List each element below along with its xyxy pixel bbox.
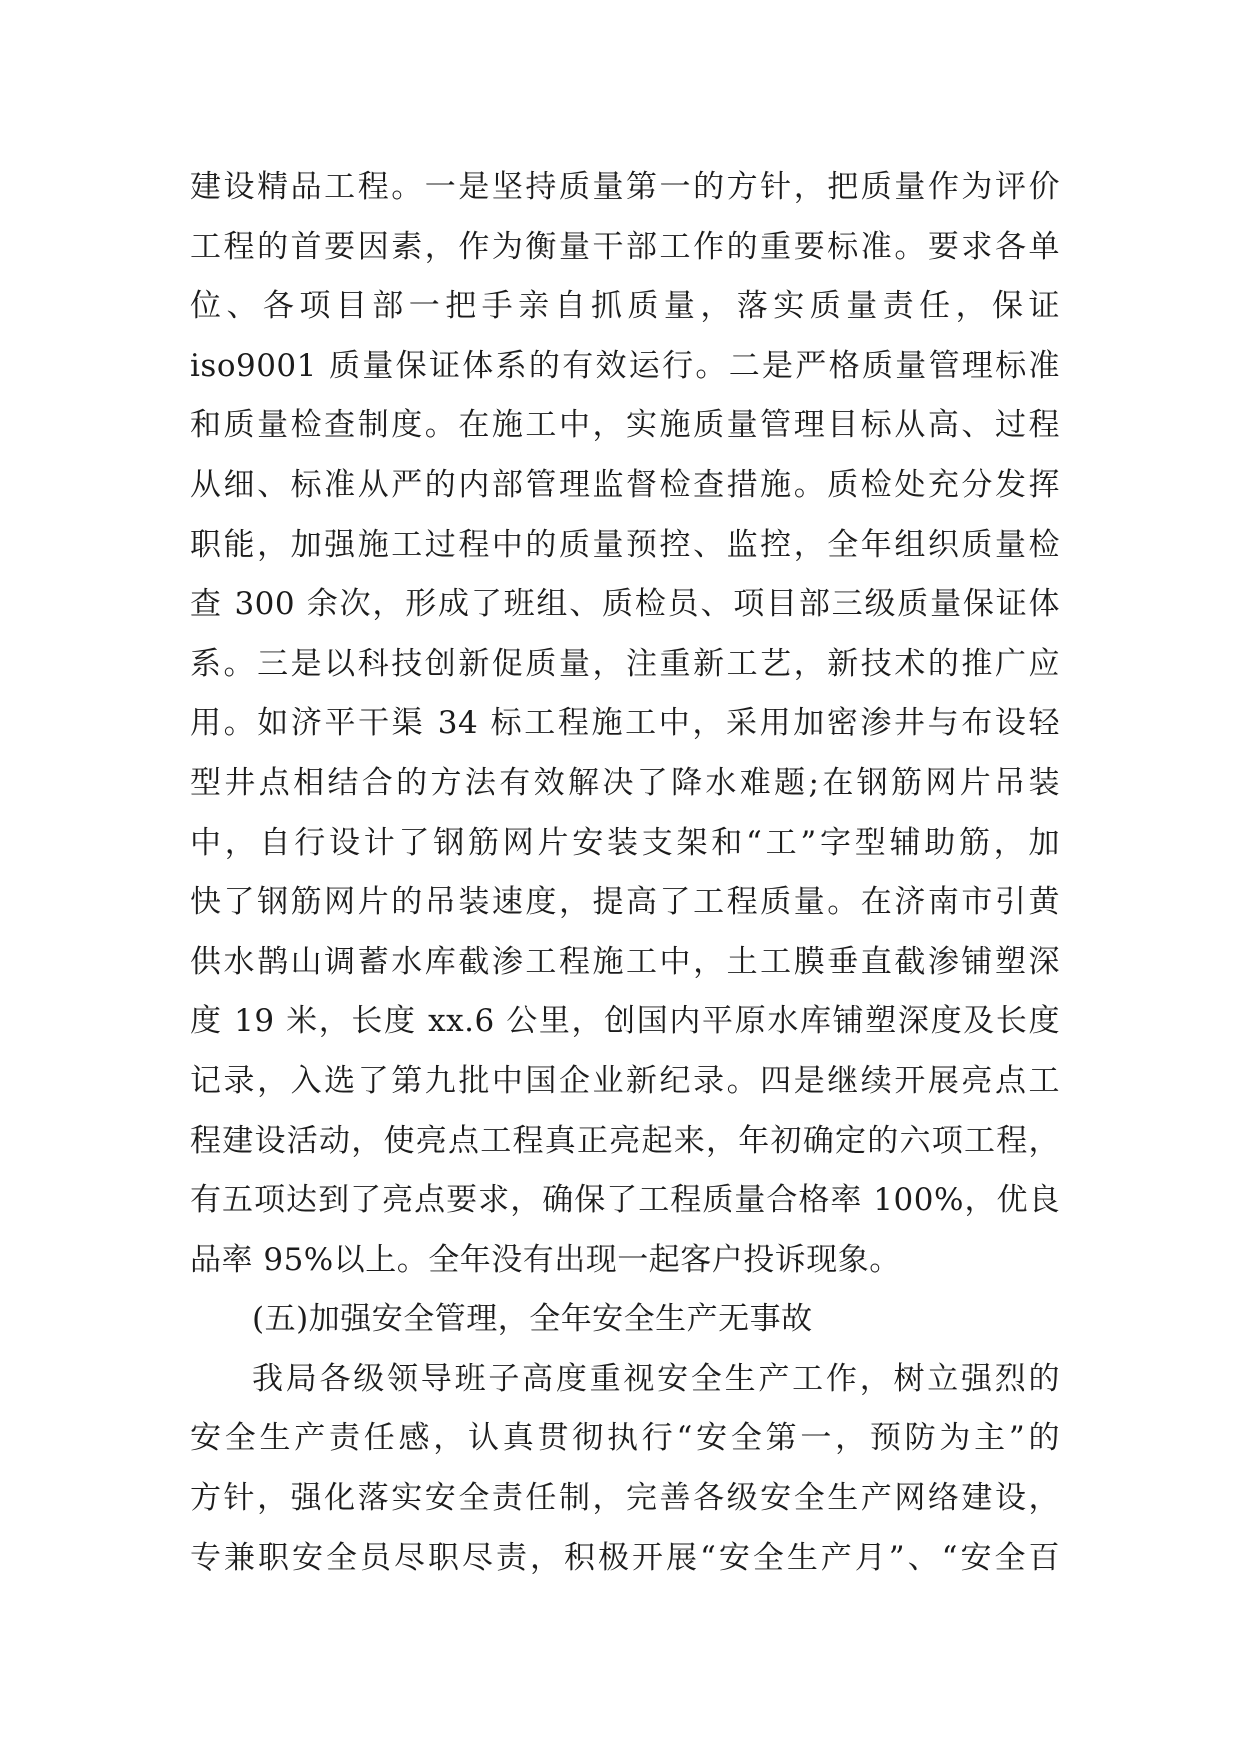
text-line: 用。如济平干渠 34 标工程施工中，采用加密渗井与布设轻 [190,705,1060,742]
section-heading: (五)加强安全管理，全年安全生产无事故 [252,1301,813,1338]
text-line: 中，自行设计了钢筋网片安装支架和“工”字型辅助筋，加 [190,824,1060,861]
text-line: 快了钢筋网片的吊装速度，提高了工程质量。在济南市引黄 [190,884,1060,921]
text-line: 供水鹊山调蓄水库截渗工程施工中，土工膜垂直截渗铺塑深 [190,943,1060,980]
text-line: 方针，强化落实安全责任制，完善各级安全生产网络建设， [190,1480,1060,1517]
text-line: 从细、标准从严的内部管理监督检查措施。质检处充分发挥 [190,466,1060,503]
text-line: 查 300 余次，形成了班组、质检员、项目部三级质量保证体 [190,586,1060,623]
text-line: 专兼职安全员尽职尽责，积极开展“安全生产月”、“安全百 [190,1539,1060,1576]
text-line: 系。三是以科技创新促质量，注重新工艺，新技术的推广应 [190,645,1060,682]
text-line: 品率 95%以上。全年没有出现一起客户投诉现象。 [190,1241,901,1278]
text-line: 度 19 米，长度 xx.6 公里，创国内平原水库铺塑深度及长度 [190,1003,1060,1040]
text-line: 有五项达到了亮点要求，确保了工程质量合格率 100%，优良 [190,1182,1060,1219]
text-line: 型井点相结合的方法有效解决了降水难题;在钢筋网片吊装 [190,764,1060,801]
text-line: 记录，入选了第九批中国企业新纪录。四是继续开展亮点工 [190,1062,1060,1099]
body-text [190,158,1060,1588]
text-line: iso9001 质量保证体系的有效运行。二是严格质量管理标准 [190,347,1060,384]
text-line: 工程的首要因素，作为衡量干部工作的重要标准。要求各单 [190,228,1060,265]
text-line: 建设精品工程。一是坚持质量第一的方针，把质量作为评价 [190,169,1060,205]
text-line: 程建设活动，使亮点工程真正亮起来，年初确定的六项工程， [190,1122,1060,1159]
text-line: 安全生产责任感，认真贯彻执行“安全第一，预防为主”的 [190,1420,1060,1457]
text-line: 和质量检查制度。在施工中，实施质量管理目标从高、过程 [190,407,1060,444]
text-line: 职能，加强施工过程中的质量预控、监控，全年组织质量检 [190,526,1060,563]
text-line: 我局各级领导班子高度重视安全生产工作，树立强烈的 [252,1360,1060,1397]
text-line: 位、各项目部一把手亲自抓质量，落实质量责任，保证 [190,288,1060,325]
